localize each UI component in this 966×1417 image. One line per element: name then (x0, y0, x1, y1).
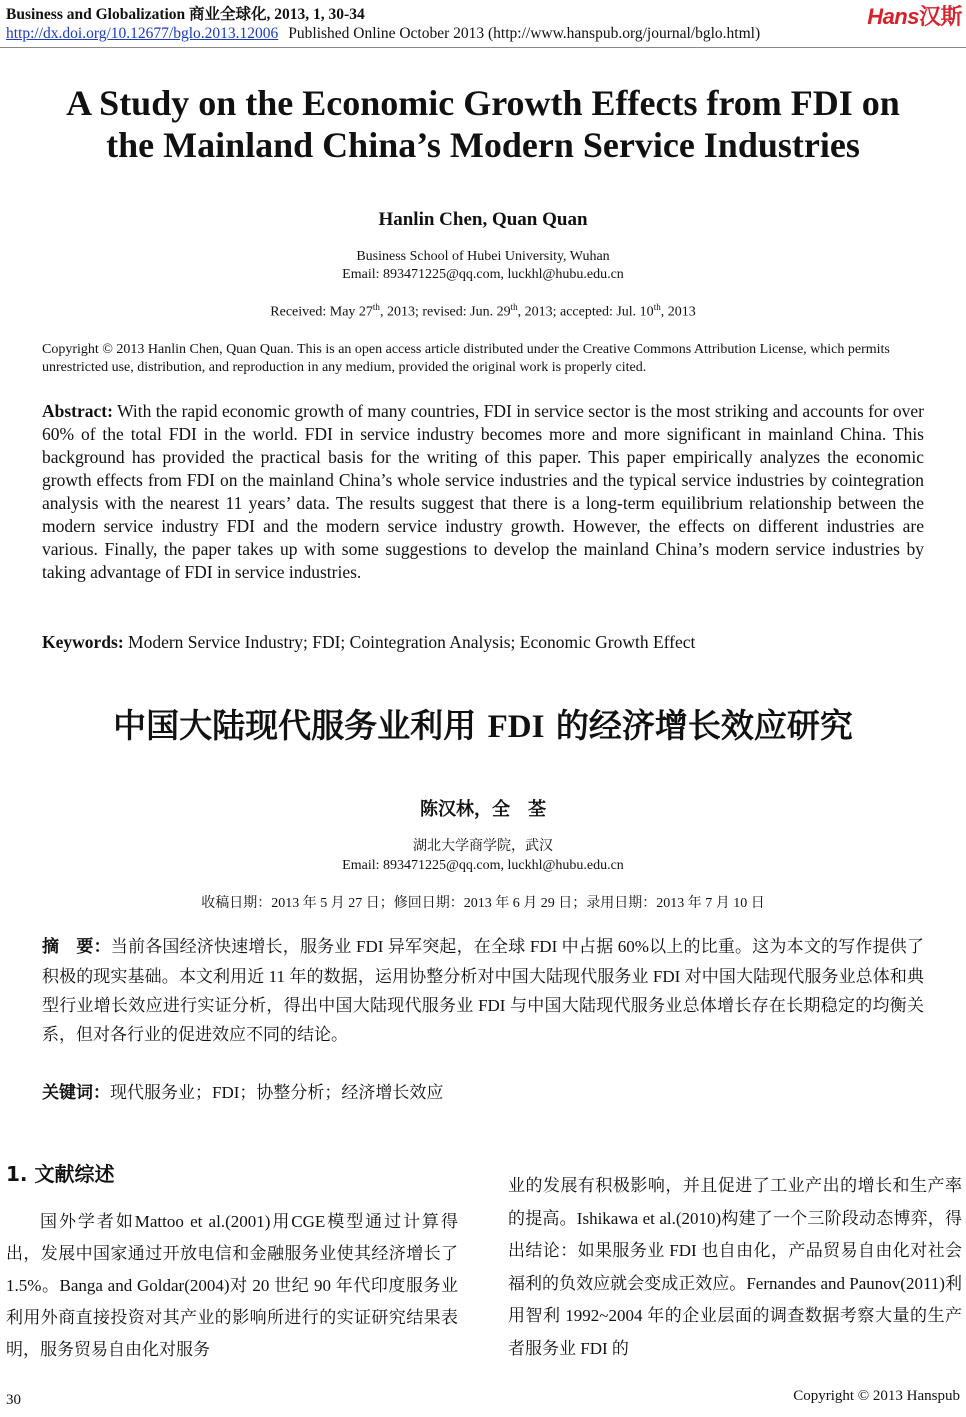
logo-chinese: 汉斯 (918, 4, 962, 29)
affiliation-school: Business School of Hubei University, Wuhan (356, 249, 610, 264)
chinese-received-dates: 收稿日期：2013 年 5 月 27 日；修回日期：2013 年 6 月 29 日；录用日期：2013 年 7 月 10 日 (201, 896, 765, 911)
doi-line (6, 25, 760, 43)
cn-keywords-label: 关键词： (42, 1083, 110, 1103)
section-1-heading: 1. 文献综述 (6, 1162, 115, 1186)
logo-latin: Hans (867, 4, 919, 29)
cn-title-fdi: FDI (487, 709, 545, 745)
doi-link[interactable]: http://dx.doi.org/10.12677/bglo.2013.12006 (6, 25, 279, 42)
received-dates (0, 302, 966, 321)
published-online: Published Online October 2013 (http://www.hanspub.org/journal/bglo.html) (288, 25, 761, 42)
keywords-label: Keywords: (42, 632, 124, 652)
accepted-text: , 2013; accepted: Jul. 10 (517, 304, 654, 320)
keywords (42, 632, 924, 653)
cn-abstract-label: 摘 要： (42, 937, 111, 957)
chinese-abstract (42, 932, 924, 1049)
year-text: , 2013 (660, 304, 696, 320)
chinese-authors: 陈汉林，全 荃 (420, 799, 546, 820)
revised-text: , 2013; revised: Jun. 29 (379, 304, 511, 320)
chinese-title (0, 700, 966, 747)
cn-keywords-text: 现代服务业；FDI；协整分析；经济增长效应 (110, 1083, 444, 1102)
abstract-text: With the rapid economic growth of many countries, FDI in service sector is the most striking and accounts for over 60% of the total FDI in the world. FDI in service industry becomes more and more significant in mainland China. This background has provided the practical basis for the writing of this paper. This paper empirically analyzes the economic growth effects from FDI on the mainland China’s whole service industries and the typical service industries by cointegration analysis with the nearest 11 years’ data. The results suggest that there is a long-term equilibrium relationship between the modern service industry FDI and the modern service industry growth. However, the effects on different industries are various. Finally, the paper takes up with some suggestions to develop the mainland China’s modern service industries by taking advantage of FDI in service industries. (42, 401, 924, 582)
journal-citation: Business and Globalization 商业全球化, 2013, 1, 30-34 (6, 6, 365, 23)
title-line-2: the Mainland China’s Modern Service Industries (106, 125, 860, 165)
chinese-affiliation (0, 837, 966, 875)
abstract-label: Abstract: (42, 401, 113, 421)
cn-affiliation-email: Email: 893471225@qq.com, luckhl@hubu.edu.cn (342, 858, 624, 873)
header-divider (0, 47, 966, 48)
authors: Hanlin Chen, Quan Quan (378, 209, 588, 230)
ordinal-sup: th (653, 302, 661, 312)
affiliation-email: Email: 893471225@qq.com, luckhl@hubu.edu.cn (342, 267, 624, 282)
page-number: 30 (6, 1392, 21, 1408)
ordinal-sup: th (510, 302, 518, 312)
chinese-keywords (42, 1078, 924, 1103)
title-line-1: A Study on the Economic Growth Effects from FDI on (66, 83, 900, 123)
cn-title-part-2: 的经济增长效应研究 (555, 706, 853, 745)
body-column-left: 国外学者如Mattoo et al.(2001)用CGE模型通过计算得出，发展中国家通过开放电信和金融服务业使其经济增长了 1.5%。Banga and Goldar(2004)对 20 世纪 90 年代印度服务业利用外商直接投资对其产业的影响所进行的实证研究结果表明，服务贸易自由化对服务 (6, 1212, 458, 1359)
abstract (42, 400, 924, 584)
paper-title (0, 82, 966, 166)
affiliation (0, 248, 966, 284)
cn-affiliation-school: 湖北大学商学院，武汉 (413, 839, 553, 854)
copyright-notice: Copyright © 2013 Hanlin Chen, Quan Quan. This is an open access article distributed under the Creative Commons Attribution License, which permits unrestricted use, distribution, and reproduction in any medium, provided the original work is properly cited. (42, 342, 890, 375)
cn-abstract-text: 当前各国经济快速增长，服务业 FDI 异军突起，在全球 FDI 中占据 60%以上的比重。这为本文的写作提供了积极的现实基础。本文利用近 11 年的数据，运用协整分析对中国大陆现代服务业 FDI 对中国大陆现代服务业总体和典型行业增长效应进行实证分析，得出中国大陆现代服务业 FDI 与中国大陆现代服务业总体增长存在长期稳定的均衡关系，但对各行业的促进效应不同的结论。 (42, 937, 925, 1044)
hanspub-logo (867, 0, 962, 31)
cn-title-part-1: 中国大陆现代服务业利用 (113, 706, 477, 745)
ordinal-sup: th (372, 302, 380, 312)
received-text: Received: May 27 (270, 304, 373, 320)
body-column-right: 业的发展有积极影响，并且促进了工业产出的增长和生产率的提高。Ishikawa et al.(2010)构建了一个三阶段动态博弈，得出结论：如果服务业 FDI 也自由化，产品贸易自由化对社会福利的负效应就会变成正效应。Fernandes and Paunov(2011)利用智利 1992~2004 年的企业层面的调查数据考察大量的生产者服务业 FDI 的 (508, 1176, 962, 1358)
footer-copyright: Copyright © 2013 Hanspub (793, 1388, 960, 1404)
keywords-text: Modern Service Industry; FDI; Cointegration Analysis; Economic Growth Effect (128, 632, 696, 652)
